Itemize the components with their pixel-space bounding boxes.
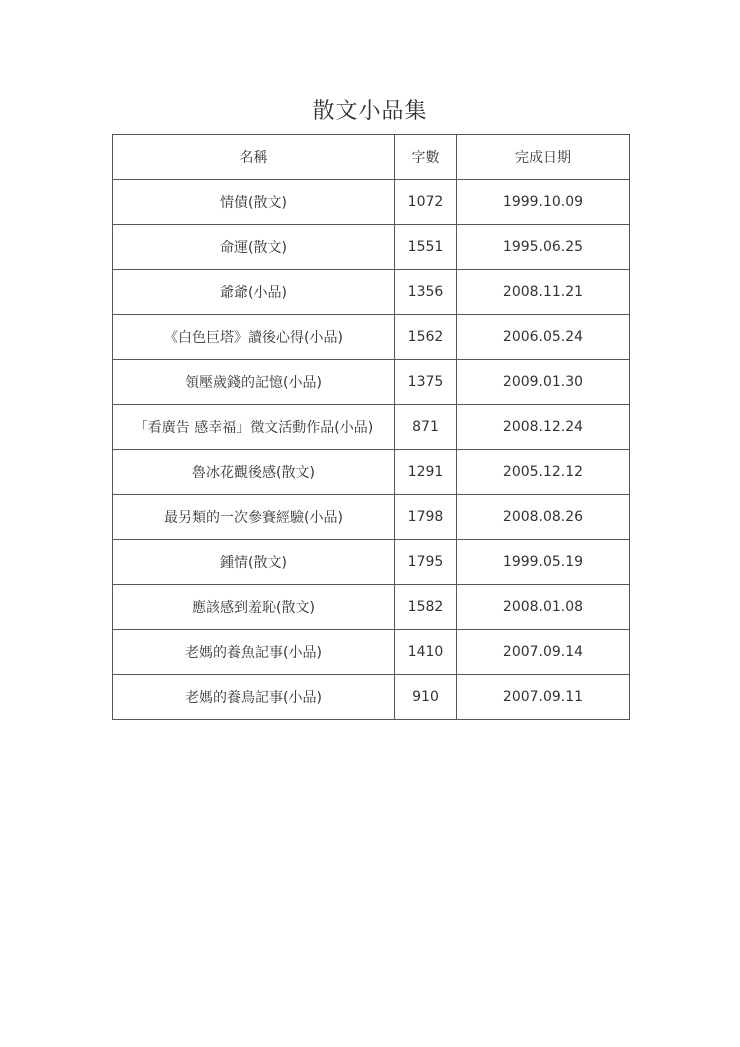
cell-date: 2006.05.24 [457,315,630,360]
header-name: 名稱 [113,135,395,180]
cell-name: 魯冰花觀後感(散文) [113,450,395,495]
page-title: 散文小品集 [312,99,428,124]
cell-date: 2009.01.30 [457,360,630,405]
cell-word-count: 910 [395,675,457,720]
cell-date: 2008.08.26 [457,495,630,540]
header-word-count: 字數 [395,135,457,180]
cell-date: 2008.11.21 [457,270,630,315]
cell-word-count: 871 [395,405,457,450]
table-row [113,315,630,360]
cell-name: 命運(散文) [113,225,395,270]
cell-name: 領壓歲錢的記憶(小品) [113,360,395,405]
cell-word-count: 1582 [395,585,457,630]
table-row [113,405,630,450]
table-header-row [113,135,630,180]
table-row [113,630,630,675]
table-row [113,270,630,315]
table-row [113,585,630,630]
table-row [113,180,630,225]
cell-date: 2007.09.11 [457,675,630,720]
table-row [113,450,630,495]
table-row [113,360,630,405]
table-row [113,675,630,720]
cell-name: 爺爺(小品) [113,270,395,315]
cell-name: 最另類的一次參賽經驗(小品) [113,495,395,540]
cell-name: 鍾情(散文) [113,540,395,585]
table-row [113,495,630,540]
cell-date: 2005.12.12 [457,450,630,495]
cell-word-count: 1375 [395,360,457,405]
cell-date: 2008.01.08 [457,585,630,630]
cell-date: 1999.10.09 [457,180,630,225]
table-row [113,225,630,270]
cell-date: 1999.05.19 [457,540,630,585]
cell-word-count: 1562 [395,315,457,360]
cell-word-count: 1072 [395,180,457,225]
cell-word-count: 1291 [395,450,457,495]
cell-date: 1995.06.25 [457,225,630,270]
cell-date: 2008.12.24 [457,405,630,450]
essay-table [112,134,630,720]
cell-word-count: 1551 [395,225,457,270]
cell-word-count: 1410 [395,630,457,675]
cell-name: 老媽的養鳥記事(小品) [113,675,395,720]
header-completion-date: 完成日期 [457,135,630,180]
cell-word-count: 1795 [395,540,457,585]
cell-name: 應該感到羞恥(散文) [113,585,395,630]
cell-name: 「看廣告 感幸福」徵文活動作品(小品) [113,405,395,450]
cell-name: 老媽的養魚記事(小品) [113,630,395,675]
table-row [113,540,630,585]
cell-name: 情債(散文) [113,180,395,225]
cell-word-count: 1356 [395,270,457,315]
cell-word-count: 1798 [395,495,457,540]
cell-date: 2007.09.14 [457,630,630,675]
cell-name: 《白色巨塔》讀後心得(小品) [113,315,395,360]
